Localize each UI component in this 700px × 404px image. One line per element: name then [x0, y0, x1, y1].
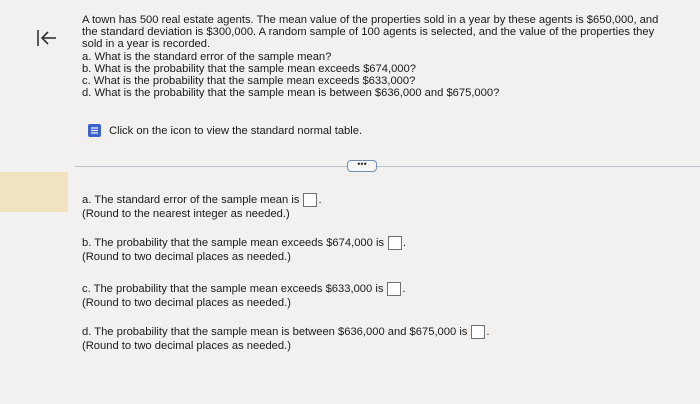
question-intro: A town has 500 real estate agents. The mean value of the properties sold in a year by these agents is $650,000, and the standard deviation is $300,000. A random sample of 100 agents is selected, and the value of the properties they sold in a year is recorded.	[82, 14, 659, 51]
answer-a-prompt: a. The standard error of the sample mean is	[82, 194, 300, 206]
expand-button[interactable]: •••	[347, 160, 377, 172]
answer-d-suffix: .	[486, 326, 490, 338]
normal-table-link[interactable]	[88, 124, 362, 137]
answer-a-note: (Round to the nearest integer as needed.)	[82, 208, 290, 220]
answer-d-prompt: d. The probability that the sample mean is between $636,000 and $675,000 is	[82, 326, 468, 338]
answer-b-note: (Round to two decimal places as needed.)	[82, 251, 291, 263]
answer-c	[82, 282, 406, 310]
answer-a-suffix: .	[318, 194, 322, 206]
question-text	[82, 14, 672, 99]
section-divider	[75, 166, 700, 167]
answer-b-input[interactable]	[388, 236, 402, 250]
answer-d	[82, 325, 490, 353]
answer-c-note: (Round to two decimal places as needed.)	[82, 297, 291, 309]
answer-b-prompt: b. The probability that the sample mean exceeds $674,000 is	[82, 237, 385, 249]
answer-c-input[interactable]	[387, 282, 401, 296]
back-to-start-icon	[34, 26, 58, 50]
back-to-start-button[interactable]	[34, 26, 58, 50]
answer-c-prompt: c. The probability that the sample mean exceeds $633,000 is	[82, 283, 384, 295]
answer-a	[82, 193, 322, 221]
question-part-d: d. What is the probability that the sample mean is between $636,000 and $675,000?	[82, 87, 500, 100]
normal-table-label: Click on the icon to view the standard normal table.	[109, 124, 363, 137]
question-part-b: b. What is the probability that the sample mean exceeds $674,000?	[82, 62, 416, 75]
question-parts	[82, 51, 672, 100]
answer-b	[82, 236, 406, 264]
question-part-c: c. What is the probability that the sample mean exceeds $633,000?	[82, 75, 416, 88]
left-highlight-bar	[0, 172, 68, 212]
answer-d-input[interactable]	[471, 325, 485, 339]
answer-a-input[interactable]	[303, 193, 317, 207]
answer-b-suffix: .	[403, 237, 407, 249]
answer-d-note: (Round to two decimal places as needed.)	[82, 340, 291, 352]
answer-c-suffix: .	[402, 283, 406, 295]
table-icon[interactable]	[88, 124, 101, 137]
question-part-a: a. What is the standard error of the sample mean?	[82, 50, 332, 63]
